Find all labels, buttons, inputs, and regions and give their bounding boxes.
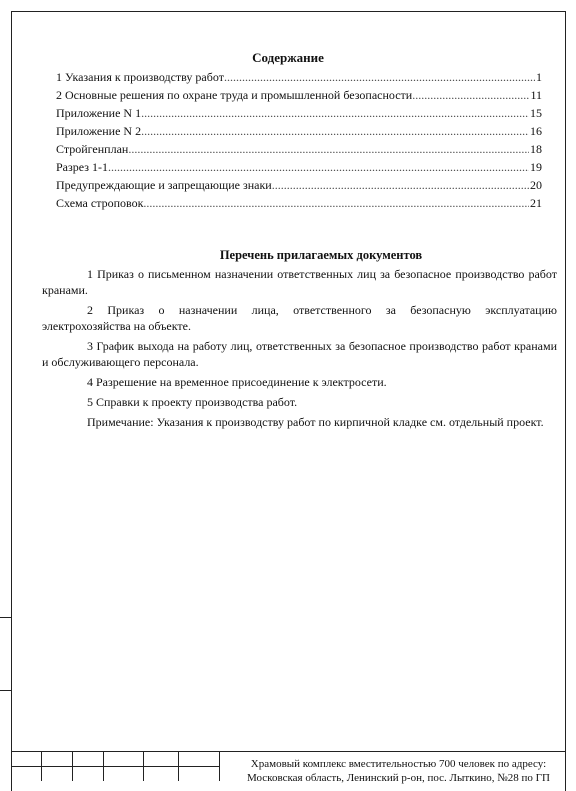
title-block-cell-line	[178, 751, 179, 781]
margin-tick	[0, 690, 11, 691]
toc-label: Стройгенплан	[56, 142, 129, 156]
toc-page: 16	[530, 124, 542, 138]
title-block-cell-line	[103, 751, 104, 781]
title-block-line-1: Храмовый комплекс вместительностью 700 человек по адресу:	[250, 758, 547, 770]
title-block-cell-line	[219, 751, 220, 781]
toc-leader	[143, 194, 529, 212]
toc-row[interactable]	[56, 176, 542, 194]
toc-page: 20	[530, 178, 542, 192]
toc-leader	[141, 122, 529, 140]
toc-label: Схема строповок	[56, 196, 144, 210]
toc-label: Разрез 1-1	[56, 160, 108, 174]
toc-row[interactable]	[56, 194, 542, 212]
margin-tick	[0, 617, 11, 618]
toc-label: 2 Основные решения по охране труда и промышленной безопасности	[56, 88, 413, 102]
toc-row[interactable]	[56, 122, 542, 140]
title-block	[11, 751, 566, 784]
toc-label: Приложение N 1	[56, 106, 142, 120]
toc-page: 11	[530, 88, 542, 102]
title-block-cell-line	[143, 751, 144, 781]
table-of-contents	[56, 68, 542, 212]
toc-leader	[128, 140, 529, 158]
toc-leader	[108, 158, 529, 176]
documents-title: Перечень прилагаемых документов	[219, 248, 423, 262]
title-block-cell-line	[72, 751, 73, 781]
document-item: 2 Приказ о назначении лица, ответственного за безопасную эксплуатацию электрохозяйства на объекте.	[42, 303, 557, 333]
toc-row[interactable]	[56, 86, 542, 104]
document-item: 1 Приказ о письменном назначении ответственных лиц за безопасное производство работ кранами.	[42, 267, 557, 297]
document-item: 3 График выхода на работу лиц, ответственных за безопасное производство работ кранами и обслуживающего персонала.	[42, 339, 557, 369]
title-block-border	[11, 751, 566, 752]
toc-page: 19	[530, 160, 542, 174]
toc-label: Приложение N 2	[56, 124, 142, 138]
title-block-row-line	[11, 766, 219, 767]
toc-leader	[141, 104, 529, 122]
toc-page: 21	[530, 196, 542, 210]
attached-documents-list	[42, 266, 557, 434]
toc-leader	[412, 86, 529, 104]
toc-label: Предупреждающие и запрещающие знаки	[56, 178, 272, 192]
toc-row[interactable]	[56, 104, 542, 122]
document-item: 5 Справки к проекту производства работ.	[87, 395, 298, 409]
document-item: 4 Разрешение на временное присоединение к электросети.	[87, 375, 387, 389]
title-block-cell-line	[41, 751, 42, 781]
toc-page: 1	[536, 70, 542, 84]
title-block-line-2: Московская область, Ленинский р-он, пос. Лыткино, №28 по ГП	[247, 772, 550, 784]
toc-leader	[272, 176, 529, 194]
toc-page: 15	[530, 106, 542, 120]
toc-leader	[224, 68, 535, 86]
toc-row[interactable]	[56, 158, 542, 176]
toc-row[interactable]	[56, 68, 542, 86]
toc-page: 18	[530, 142, 542, 156]
toc-label: 1 Указания к производству работ	[56, 70, 224, 84]
document-note: Примечание: Указания к производству работ по кирпичной кладке см. отдельный проект.	[87, 415, 544, 429]
toc-row[interactable]	[56, 140, 542, 158]
contents-title: Содержание	[252, 50, 324, 65]
